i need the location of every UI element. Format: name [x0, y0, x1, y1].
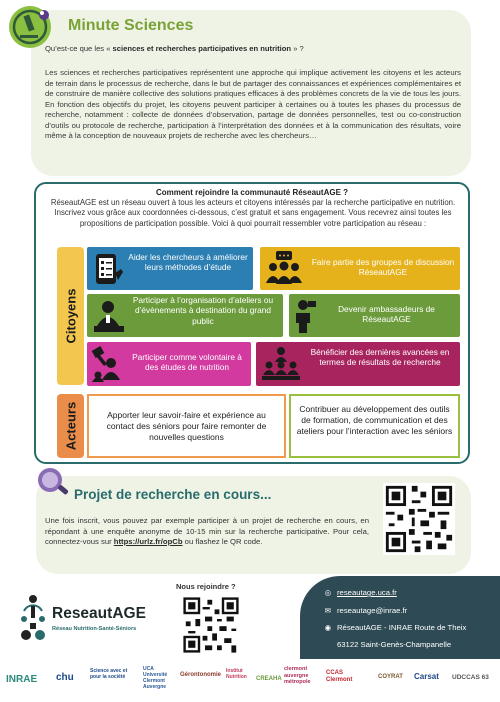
acteurs-card-savoir-faire [87, 394, 286, 458]
partner-clermont-metropole: clermont auvergne métropole [284, 666, 311, 685]
citoyens-label-bar [57, 247, 84, 385]
tile-ambassadeurs [289, 294, 460, 337]
acteurs-label-bar [57, 394, 84, 458]
ambassador-icon [292, 299, 316, 333]
tile-text: Participer comme volontaire à des études de nutrition [132, 352, 242, 373]
partner-gerontonomie: Gérontonomie [180, 672, 222, 678]
location-pin-icon: ◉ [324, 623, 332, 632]
partner-logos-strip [0, 662, 500, 694]
globe-icon: ◎ [324, 588, 332, 597]
logo-name: ReseautAGE [52, 605, 146, 622]
tile-aider-chercheurs [87, 247, 253, 290]
discussion-group-icon [264, 250, 304, 287]
reseautage-logo [14, 585, 164, 647]
reseautage-logo-icon [18, 593, 48, 645]
contact-panel [300, 576, 500, 659]
qr-code-join[interactable] [181, 595, 241, 655]
tile-text: Faire partie des groupes de discussion RéseautAGE [311, 257, 455, 278]
tile-text: Devenir ambassadeurs de RéseautAGE [338, 304, 435, 325]
tile-volontaire [87, 342, 251, 386]
raised-hand-icon [91, 346, 125, 382]
envelope-icon: ✉ [324, 606, 332, 615]
projet-text: Une fois inscrit, vous pouvez par exemple participer à un projet de recherche en cours, en répondant à une enquête anonyme de 10-15 min sur la recherche participative. Pour cela, connectez-vous sur https://urlz.fr/opCb ou flashez le QR code. [45, 516, 369, 546]
magnifier-icon [36, 467, 70, 499]
tile-groupes-discussion [260, 247, 460, 290]
minute-sciences-question: Qu’est-ce que les « sciences et recherches participatives en nutrition » ? [45, 44, 304, 53]
tile-beneficier-avancees [256, 342, 460, 386]
join-label: Nous rejoindre ? [176, 582, 236, 591]
tablet-form-icon [91, 251, 127, 287]
minute-sciences-title: Minute Sciences [68, 17, 194, 34]
website-link[interactable]: ◎ reseautage.uca.fr [322, 588, 397, 597]
tile-text: Participer à l’organisation d’ateliers ou d’évènements à destination du grand public [132, 295, 274, 326]
acteurs-label: Acteurs [63, 401, 78, 451]
partner-chu: chu [56, 672, 74, 683]
projet-title: Projet de recherche en cours... [74, 487, 272, 502]
partner-coyrat: COYRAT [378, 674, 403, 680]
address-line-2: 63122 Saint-Genès-Champanelle [337, 640, 452, 649]
tile-text: Bénéficier des dernières avancées en termes de résultats de recherche [310, 347, 450, 368]
qr-code-survey[interactable] [383, 483, 455, 555]
logo-subtitle: Réseau Nutrition-Santé-Séniors [52, 626, 137, 632]
audience-icon [260, 346, 302, 382]
citoyens-label: Citoyens [63, 288, 78, 344]
email-link[interactable]: ✉ reseautage@inrae.fr [322, 606, 407, 615]
acteurs-text: Contribuer au développement des outils de formation, de communication et des ateliers pour l’interaction avec les séniors [296, 404, 453, 436]
community-intro: RéseautAGE est un réseau ouvert à tous les acteurs et citoyens intéressés par la recherche participative en nutrition. Inscrivez vous grâce aux coordonnées ci-dessous, c’est gratuit et sans engagement. Vous recevrez ainsi toutes les propositions de participation possible. Voici à quoi pourrait ressembler votre participation au réseau : [50, 198, 456, 228]
partner-science-societe: Science avec et pour la société [90, 668, 128, 680]
acteurs-card-outils [289, 394, 460, 458]
partner-institut-nutrition: Institut Nutrition [226, 668, 247, 680]
community-title: Comment rejoindre la communauté RéseautAGE ? [155, 188, 349, 197]
tile-text: Aider les chercheurs à améliorer leurs méthodes d’étude [128, 252, 248, 273]
tile-organisation-ateliers [87, 294, 283, 337]
presenter-icon [92, 298, 126, 334]
partner-inrae: INRAE [6, 674, 38, 685]
partner-udccas: UDCCAS 63 [452, 674, 489, 681]
partner-carsat: Carsat [414, 672, 439, 681]
address-line-1: ◉ RéseautAGE - INRAE Route de Theix [322, 623, 466, 632]
minute-sciences-body: Les sciences et recherches participatives représentent une approche qui implique activement les citoyens et les acteurs de terrain dans le processus de recherche, dans le but de partager des connaissances et expériences complémentaires et de construire de manière collective des solutions pratiques efficaces à des problèmes concrets de la vie de tous les jours. En fonction des objectifs du projet, les citoyens peuvent participer à certaines ou à toutes les phases du processus de recherche, notamment : collecte de données d’observation, partage de données personnelles, test ou co-construction d’outils ou protocole de recherche, participation à l’interprétation des données et à la communication des résultats, voire même à la conception de nouveaux projets de recherche avec les chercheurs… [45, 68, 461, 140]
acteurs-text: Apporter leur savoir-faire et expérience au contact des séniors pour faire remonter de nouvelles questions [106, 410, 267, 442]
partner-uca: UCA Université Clermont Auvergne [143, 666, 168, 690]
partner-creaha: CREAHA [256, 676, 282, 682]
partner-ccas: CCAS Clermont [326, 670, 353, 683]
survey-link[interactable]: https://urlz.fr/opCb [113, 537, 183, 546]
